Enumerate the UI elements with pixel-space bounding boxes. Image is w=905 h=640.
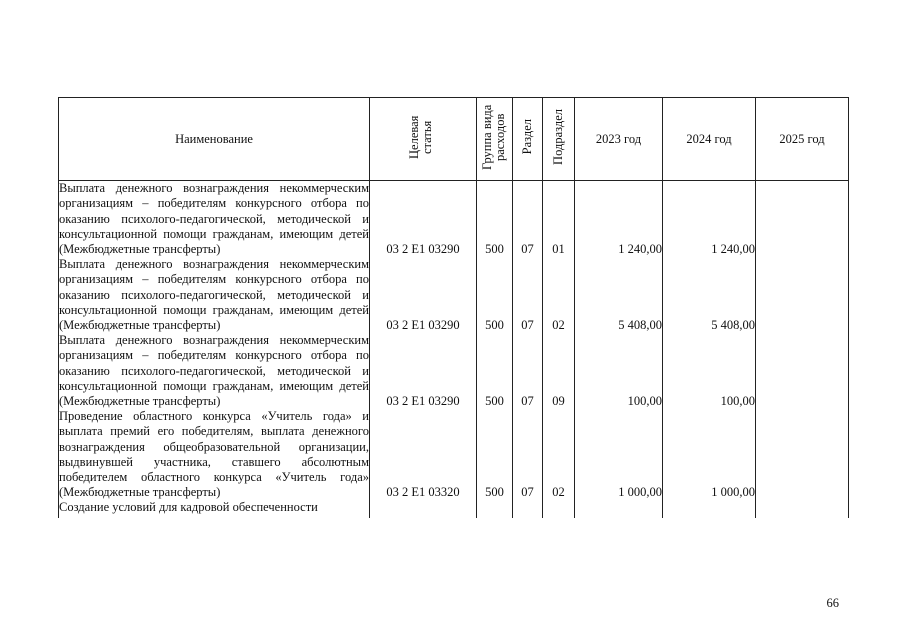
table-row — [59, 181, 849, 258]
row-name: Выплата денежного вознаграждения некоммерческим организациям – победителям конкурсного отбора по оказанию психолого-педагогической, методической и консультационной помощи гражданам, имеющим детей (Межбюджетные трансферты) — [59, 181, 369, 257]
row-2024: 1 000,00 — [663, 409, 756, 500]
table-header — [59, 98, 849, 181]
page-number: 66 — [826, 596, 839, 610]
row-subsection: 02 — [543, 409, 575, 500]
row-name: Проведение областного конкурса «Учитель года» и выплата премий его победителям, выплата денежного вознаграждения общеобразовательной организации, выдвинувшей участника, ставшего абсолютным победителем областного конкурса «Учитель года» (Межбюджетные трансферты) — [59, 409, 369, 500]
table-body — [59, 181, 849, 519]
row-2024: 5 408,00 — [663, 257, 756, 333]
row-2024: 100,00 — [663, 333, 756, 409]
header-subsection: Подраздел — [543, 98, 575, 181]
row-target: 03 2 E1 03320 — [370, 409, 477, 500]
row-target: 03 2 E1 03290 — [370, 257, 477, 333]
row-target — [370, 500, 477, 518]
row-name: Выплата денежного вознаграждения некоммерческим организациям – победителям конкурсного отбора по оказанию психолого-педагогической, методической и консультационной помощи гражданам, имеющим детей (Межбюджетные трансферты) — [59, 333, 369, 409]
table-row — [59, 333, 849, 409]
header-2024: 2024 год — [663, 98, 756, 181]
row-2025 — [756, 181, 849, 258]
row-2024 — [663, 500, 756, 518]
row-name: Создание условий для кадровой обеспеченности — [59, 500, 370, 518]
row-subsection: 02 — [543, 257, 575, 333]
row-subsection — [543, 500, 575, 518]
row-2023 — [575, 500, 663, 518]
row-group — [477, 500, 513, 518]
row-group: 500 — [477, 333, 513, 409]
row-2023: 1 000,00 — [575, 409, 663, 500]
header-section: Раздел — [513, 98, 543, 181]
row-subsection: 01 — [543, 181, 575, 258]
row-2025 — [756, 500, 849, 518]
header-group: Группа вида расходов — [477, 98, 513, 181]
header-2025: 2025 год — [756, 98, 849, 181]
row-group: 500 — [477, 181, 513, 258]
row-2023: 5 408,00 — [575, 257, 663, 333]
row-name: Выплата денежного вознаграждения некоммерческим организациям – победителям конкурсного отбора по оказанию психолого-педагогической, методической и консультационной помощи гражданам, имеющим детей (Межбюджетные трансферты) — [59, 257, 369, 333]
row-section: 07 — [513, 181, 543, 258]
row-2023: 100,00 — [575, 333, 663, 409]
row-target: 03 2 E1 03290 — [370, 333, 477, 409]
row-2025 — [756, 409, 849, 500]
budget-table — [58, 97, 849, 518]
row-group: 500 — [477, 409, 513, 500]
row-section: 07 — [513, 333, 543, 409]
header-name: Наименование — [59, 98, 370, 181]
table-row — [59, 409, 849, 500]
row-section: 07 — [513, 409, 543, 500]
row-2023: 1 240,00 — [575, 181, 663, 258]
row-2024: 1 240,00 — [663, 181, 756, 258]
row-target: 03 2 E1 03290 — [370, 181, 477, 258]
header-2023: 2023 год — [575, 98, 663, 181]
row-subsection: 09 — [543, 333, 575, 409]
header-target: Целевая статья — [370, 98, 477, 181]
row-section — [513, 500, 543, 518]
row-section: 07 — [513, 257, 543, 333]
row-2025 — [756, 333, 849, 409]
table-row — [59, 257, 849, 333]
row-2025 — [756, 257, 849, 333]
row-group: 500 — [477, 257, 513, 333]
table-row — [59, 500, 849, 518]
